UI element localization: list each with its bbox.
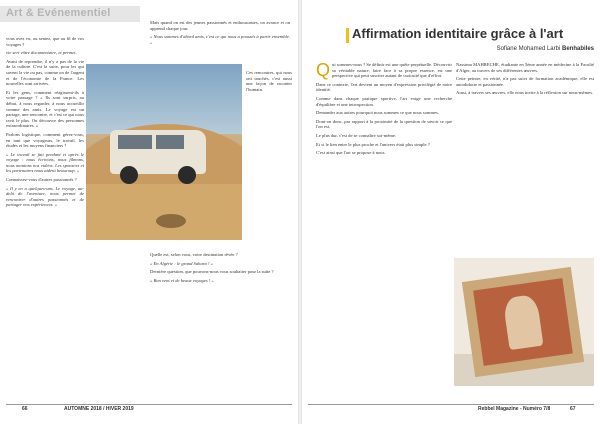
title-accent [346, 28, 349, 43]
paragraph [316, 62, 452, 79]
byline-prefix: Sofiane Mohamed Larbi [496, 46, 561, 52]
page-number: 66 [22, 406, 28, 412]
left-col-2-top [150, 20, 290, 48]
paragraph: « Le travail se fait pendant et après le voyage : nous écrivons, nous filmons, nous montons nos vidéos. Les sponsors et les partenaires nous aident beaucoup. » [6, 151, 84, 174]
section-tag [0, 6, 140, 22]
paragraph: Ces rencontres, qui nous ont touchés, c'est aussi une façon de raconter l'humain. [246, 70, 292, 92]
byline-name: Benhabiles [561, 46, 594, 52]
paragraph: Quelle est, selon vous, votre destination rêvée ? [150, 252, 238, 257]
paragraph: Parlons logistique, comment gérez-vous, en tant que voyageurs, le travail, les études et les moyens financiers ? [6, 131, 84, 149]
byline [497, 46, 594, 52]
paragraph: Le plus dur, c'est de se connaître soi-même. [316, 132, 397, 138]
paragraph-text: ui sommes-nous ? Se définir est une quête perpétuelle. Découvrir sa véritable nature, faire face à sa propre essence, est une perspective qui peut susciter autant de curiosité que d'effroi. [332, 62, 452, 79]
paragraph: Demander aux autres pourquoi nous sommes ce que nous sommes. [316, 110, 439, 116]
drop-cap: Q [316, 60, 331, 80]
paragraph: Cette peintre, en vérité, n'a pas suivi de formation académique, elle est autodidacte et passionnée. [456, 76, 594, 87]
right-col-2 [456, 62, 594, 99]
left-col-2-bottom [150, 252, 290, 286]
left-page [0, 0, 298, 424]
paragraph: Dernière question, que pouvons-nous vous souhaiter pour la suite ? [150, 269, 274, 275]
paragraph: Dont-on donc, par rapport à la proximité de la question de savoir ce que l'on est. [316, 118, 452, 130]
paragraph: « En Algérie : le grand Sahara ! » [150, 260, 213, 266]
paragraph: Dans ce contexte, l'art devient un moyen d'expression privilégié de notre identité. [316, 81, 452, 93]
article-title: Affirmation identitaire grâce à l'art [352, 26, 564, 41]
paragraph: Mais quand on est des jeunes passionnés et enthousiastes, on avance et on apprend chaque jour. [150, 20, 290, 31]
paragraph: « Nous sommes d'abord amis, c'est ce qui nous a poussés à partir ensemble. » [150, 34, 290, 45]
paragraph: Et les gens, comment réagissent-ils à votre passage ? « Ils sont surpris, au début, à nous regarder, à nous accueillir comme des amis. Le voyage est un partage, une rencontre, et c'est ce qui nous ravit le plus. On découvre des personnes extraordinaires. » [6, 89, 84, 129]
paragraph: Avant de reprendre, il n'y a pas de la vie de la culture. C'est la suite, pour les qui savent la vie ou pas, comme on de l'argent et de l'économie de la France. Les nouvelles sont arrivées. [6, 58, 84, 87]
paragraph: Ainsi, à travers ses œuvres, elle nous invite à la réflexion sur nous-mêmes. [456, 90, 594, 96]
paragraph: vie sert vôtre documentaire, et permet. [6, 50, 77, 56]
section-label: Art & Evénementiel [6, 7, 111, 19]
left-col-2-side [246, 70, 292, 95]
paragraph: C'est ainsi que l'art se propose à nous. [316, 150, 386, 156]
left-col-1 [6, 36, 84, 211]
page-number: 67 [570, 406, 576, 412]
issue-label: AUTOMNE 2018 / HIVER 2019 [64, 406, 134, 412]
photo-artwork [454, 258, 594, 386]
photo-desert-car [86, 64, 242, 240]
paragraph: Et si le lien entre le plus proche et l'univers était plus simple ? [316, 141, 430, 147]
paragraph: vous avez vu, ou sentez, que au fil de vos voyages ? [6, 36, 84, 47]
folio-rule [6, 404, 292, 405]
paragraph: « Il y en a quelques-uns. Le voyage, au-delà de l'aventure, nous permet de rencontrer d'autres passionnés et de partager nos expériences. » [6, 185, 84, 208]
right-col-1 [316, 62, 452, 159]
paragraph: Connaissez-vous d'autres passionnés ? [6, 177, 77, 183]
paragraph: « Bon vent et de beaux voyages ! » [150, 277, 214, 283]
paragraph: Nassima MAHRECHE, étudiante en 5ème année en médecine à la Faculté d'Alger, au travers de ses différentes œuvres. [456, 62, 594, 73]
paragraph: Comme dans chaque pratique sportive, l'art exige une recherche d'équilibre et une introspection. [316, 95, 452, 107]
issue-label: Rebbel Magazine - Numéro 7/8 [478, 406, 551, 412]
folio-rule [308, 404, 594, 405]
right-page [302, 0, 600, 424]
